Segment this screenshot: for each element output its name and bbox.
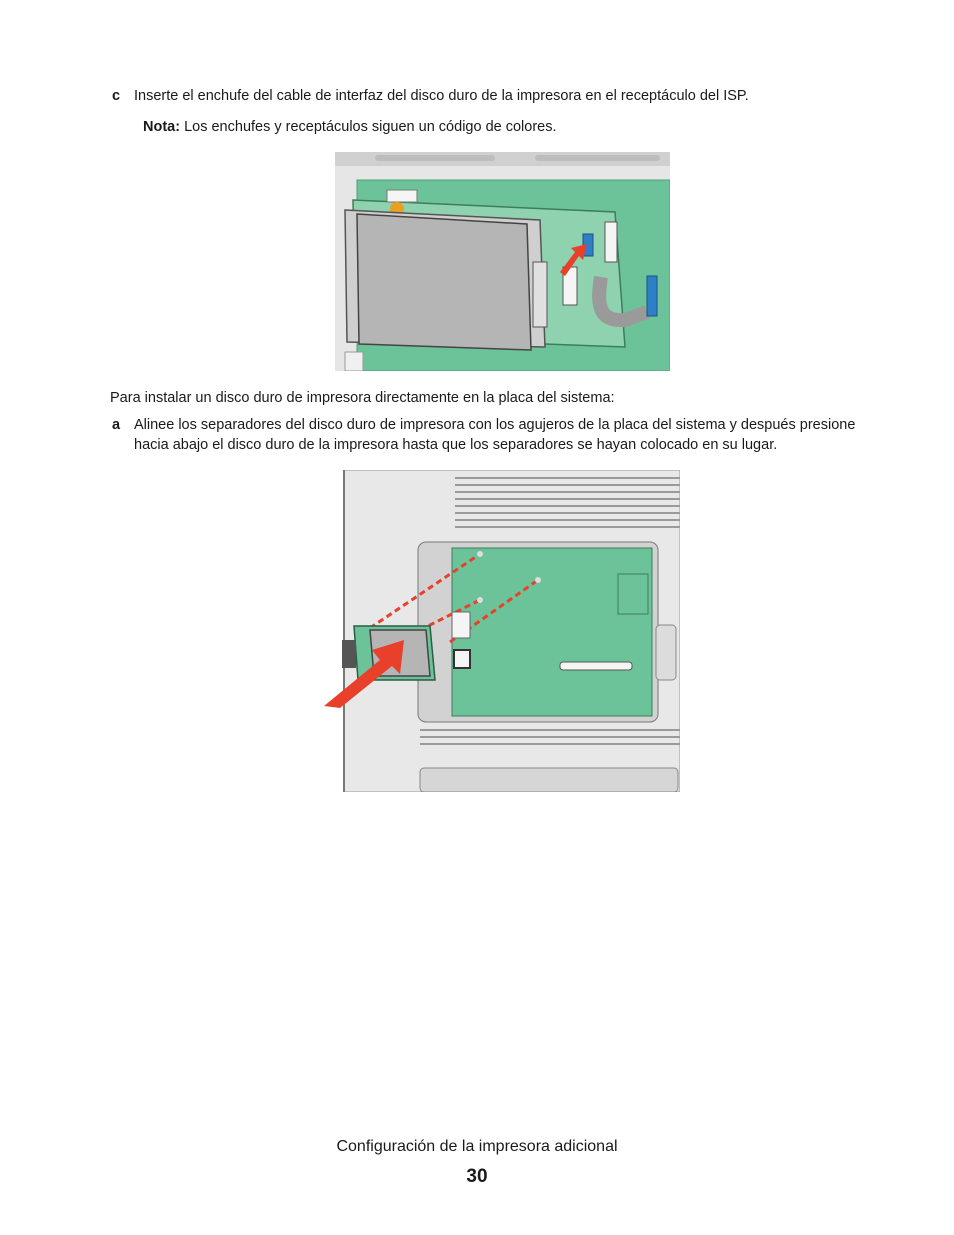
intro-paragraph: Para instalar un disco duro de impresora directamente en la placa del sistema: bbox=[110, 390, 615, 406]
step-letter: a bbox=[112, 417, 121, 433]
step-text: Inserte el enchufe del cable de interfaz del disco duro de la impresora en el receptáculo del ISP. bbox=[134, 88, 749, 104]
note bbox=[143, 117, 557, 137]
step-text: Alinee los separadores del disco duro de impresora con los agujeros de la placa del sistema y después presione hacia abajo el disco duro de la impresora hasta que los separadores se hayan colocado en su lugar. bbox=[134, 417, 856, 453]
note-label: Nota: bbox=[143, 119, 181, 135]
page-number: 30 bbox=[466, 1166, 488, 1187]
step-letter: c bbox=[112, 88, 121, 104]
illustration-hard-disk-cable bbox=[335, 152, 670, 371]
illustration-install-on-system-board bbox=[320, 470, 680, 792]
note-text: Los enchufes y receptáculos siguen un código de colores. bbox=[180, 119, 557, 135]
footer-section-title: Configuración de la impresora adicional bbox=[336, 1138, 618, 1155]
